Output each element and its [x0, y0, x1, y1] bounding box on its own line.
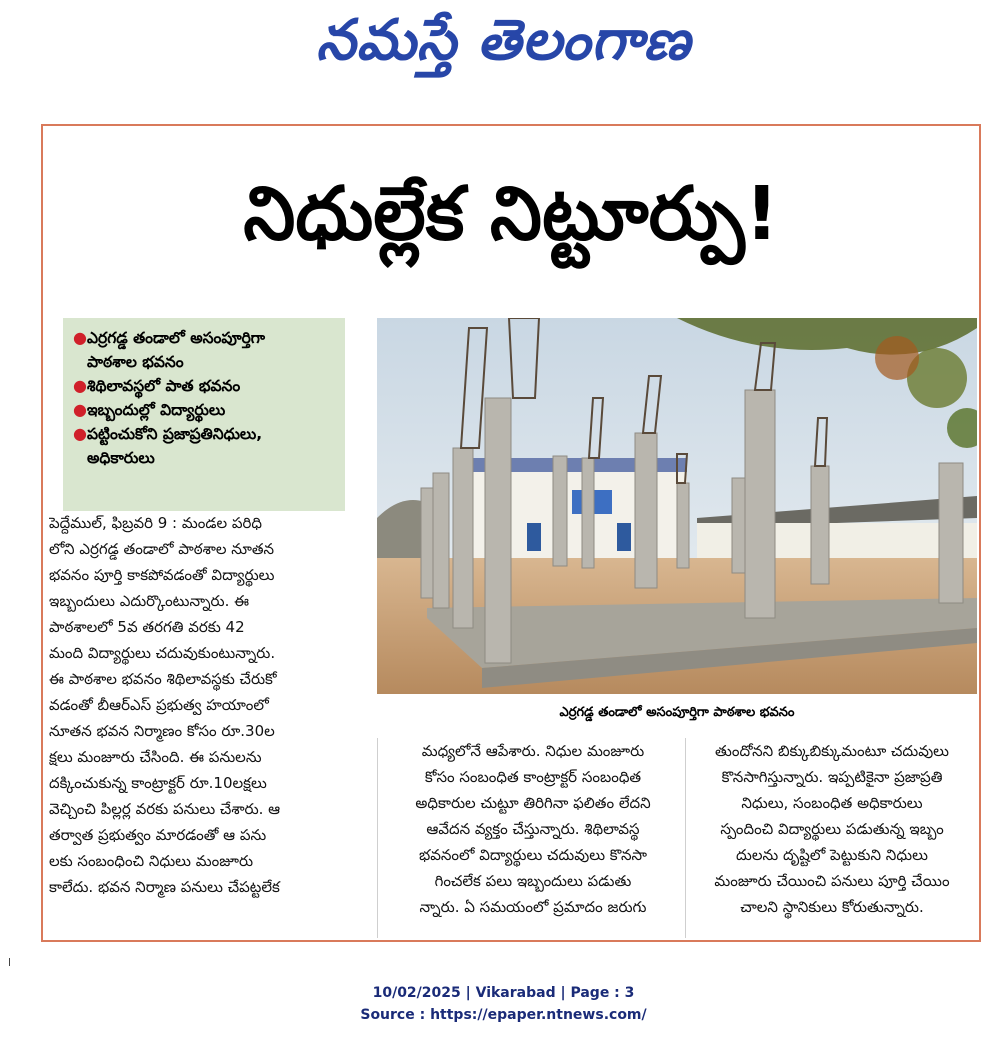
article-line: నూతన భవన నిర్మాణం కోసం రూ.30ల: [49, 722, 275, 740]
article-line: ఈ పాఠశాల భవనం శిథిలావస్థకు చేరుకో: [49, 670, 277, 688]
article-line: పాఠశాలలో 5వ తరగతి వరకు 42: [49, 618, 245, 636]
article-line: నిధులు, సంబంధిత అధికారులు: [741, 794, 923, 812]
article-line: దక్కించుకున్న కాంట్రాక్టర్ రూ.10లక్షలు: [49, 774, 267, 792]
article-line: దులను దృష్టిలో పెట్టుకుని నిధులు: [736, 846, 928, 864]
masthead: [0, 0, 1007, 118]
news-photo: [377, 318, 977, 694]
newspaper-logo: నమస్తే తెలంగాణ: [316, 8, 691, 73]
bullet-icon: ●: [73, 424, 87, 443]
article-line: వెచ్చించి పిల్లర్ల వరకు పనులు చేశారు. ఆ: [49, 800, 281, 818]
photo-caption: ఎర్రగడ్డ తండాలో అసంపూర్తిగా పాఠశాల భవనం: [559, 705, 795, 720]
article-line: తర్వాత ప్రభుత్వం మారడంతో ఆ పను: [49, 826, 267, 844]
article-line: ఇబ్బందులు ఎదుర్కొంటున్నారు. ఈ: [49, 592, 250, 610]
article-line: కొనసాగిస్తున్నారు. ఇప్పటికైనా ప్రజాప్రతి: [721, 768, 943, 786]
highlight-text: శిథిలావస్థలో పాత భవనం: [87, 377, 241, 395]
bullet-icon: ●: [73, 400, 87, 419]
article-line: క్షలు మంజూరు చేసింది. ఈ పనులను: [49, 748, 262, 766]
article-line: భవనం పూర్తి కాకపోవడంతో విద్యార్థులు: [49, 566, 275, 584]
article-line: వడంతో బీఆర్ఎస్ ప్రభుత్వ హయాంలో: [49, 696, 269, 714]
article-line: అధికారుల చుట్టూ తిరిగినా ఫలితం లేదని: [415, 794, 651, 812]
column-divider: [685, 738, 686, 938]
highlight-item: [73, 422, 337, 446]
article-frame: [41, 124, 981, 942]
page-edge-mark: [9, 958, 10, 966]
article-line: గించలేక పలు ఇబ్బందులు పడుతు: [434, 872, 632, 890]
article-line: తుందోనని బిక్కుబిక్కుమంటూ చదువులు: [715, 742, 949, 760]
highlight-item: [73, 374, 337, 398]
highlight-text: ఎర్రగడ్డ తండాలో అసంపూర్తిగా: [87, 329, 266, 347]
construction-site-photo: [377, 318, 977, 694]
article-line: భవనంలో విద్యార్థులు చదువులు కొనసా: [418, 846, 647, 864]
highlight-item: [73, 326, 337, 350]
article-line: లోని ఎర్రగడ్డ తండాలో పాఠశాల నూతన: [49, 540, 275, 558]
highlight-text: అధికారులు: [87, 449, 155, 467]
article-line: కాలేదు. భవన నిర్మాణ పనులు చేపట్టలేక: [49, 878, 280, 896]
highlight-item-continuation: [73, 446, 337, 470]
article-line: ఆవేదన వ్యక్తం చేస్తున్నారు. శిథిలావస్థ: [426, 820, 640, 838]
article-line: కోసం సంబంధిత కాంట్రాక్టర్ సంబంధిత: [424, 768, 642, 786]
page-footer: [0, 982, 1007, 1026]
article-line: స్పందించి విద్యార్థులు పడుతున్న ఇబ్బం: [720, 820, 944, 838]
article-column-2: [383, 738, 683, 920]
edition-info: 10/02/2025 | Vikarabad | Page : 3: [372, 985, 635, 1001]
article-line: మధ్యలోనే ఆపేశారు. నిధుల మంజూరు: [421, 742, 645, 760]
column-divider: [377, 738, 378, 938]
highlight-item-continuation: [73, 350, 337, 374]
highlights-box: [63, 318, 345, 511]
highlight-text: ఇబ్బందుల్లో విద్యార్థులు: [87, 401, 226, 419]
article-line: చాలని స్థానికులు కోరుతున్నారు.: [740, 898, 924, 916]
article-line: మంజూరు చేయించి పనులు పూర్తి చేయిం: [714, 872, 950, 890]
highlight-item: [73, 398, 337, 422]
highlight-text: పాఠశాల భవనం: [87, 353, 184, 371]
article-line: లకు సంబంధించి నిధులు మంజూరు: [49, 852, 254, 870]
article-line: మంది విద్యార్థులు చదువుకుంటున్నారు.: [49, 644, 276, 662]
article-column-3: [687, 738, 977, 920]
article-line: పెద్దేముల్, ఫిబ్రవరి 9 : మండల పరిధి: [49, 514, 262, 532]
bullet-icon: ●: [73, 376, 87, 395]
bullet-icon: ●: [73, 328, 87, 347]
source-link[interactable]: Source : https://epaper.ntnews.com/: [360, 1007, 647, 1023]
highlight-text: పట్టించుకోని ప్రజాప్రతినిధులు,: [87, 425, 263, 443]
article-line: న్నారు. ఏ సమయంలో ప్రమాదం జరుగు: [419, 898, 647, 916]
headline: నిధుల్లేక నిట్టూర్పు!: [243, 171, 779, 257]
article-column-1: [49, 510, 367, 900]
